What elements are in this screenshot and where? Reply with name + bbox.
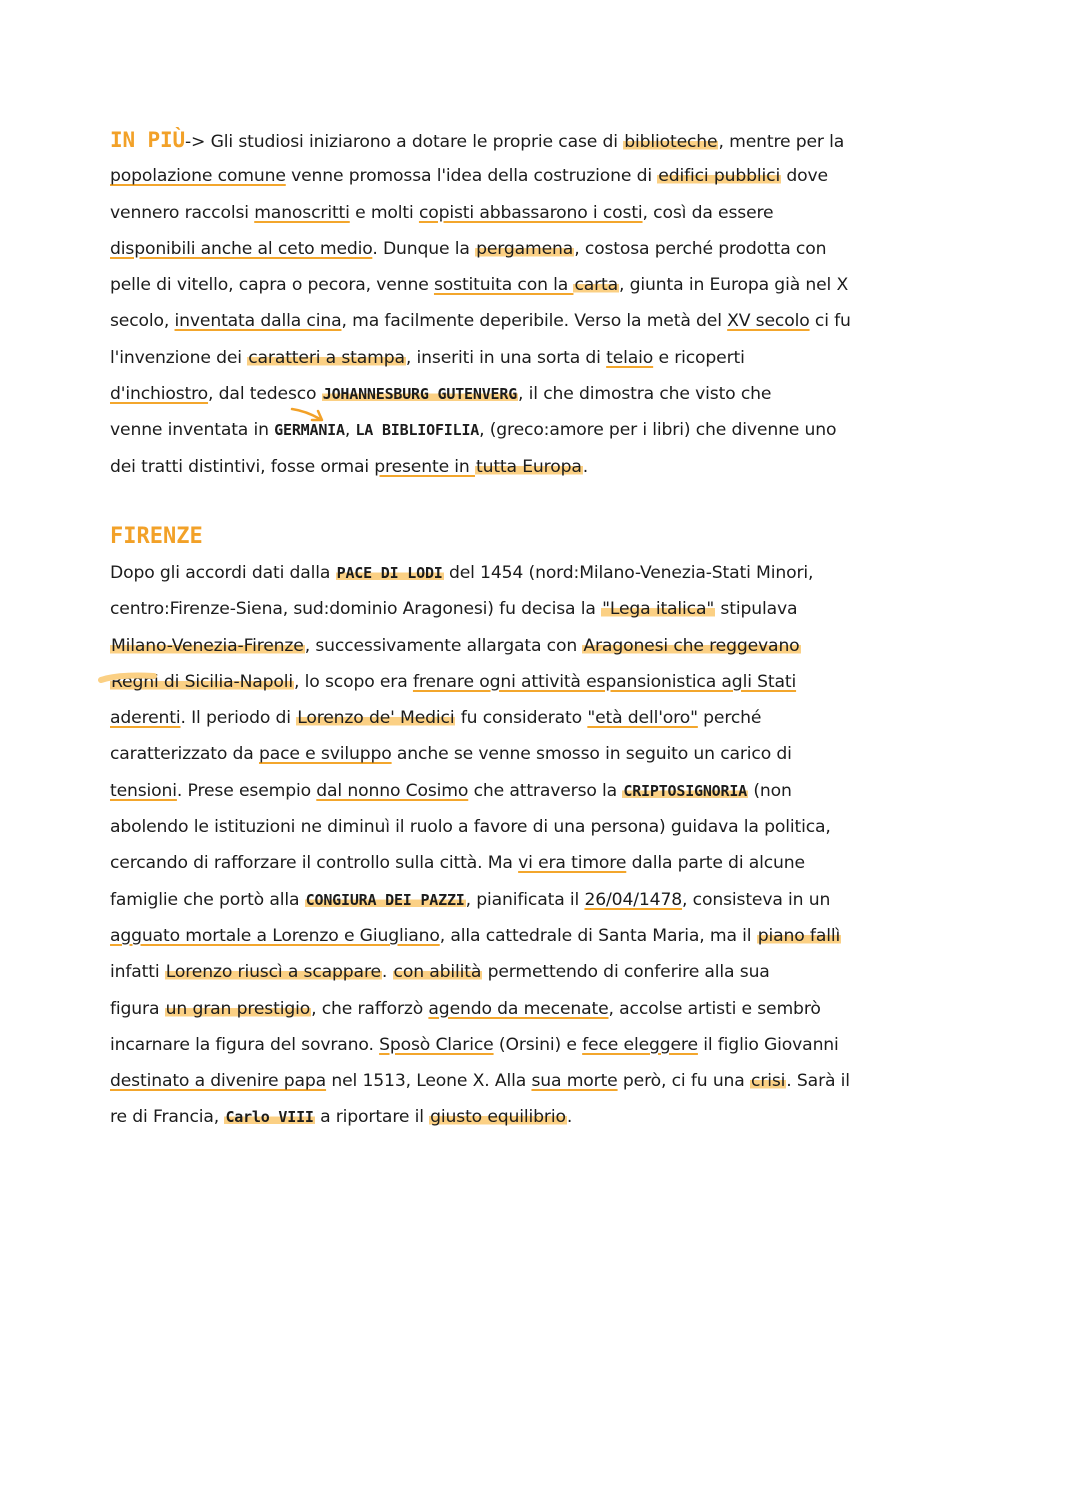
text-run: centro:Firenze-Siena, sud:dominio Aragonesi) fu decisa la [110,599,602,620]
marked-text: aderenti [110,708,181,729]
marked-text: telaio [606,347,654,368]
marked-text: con abilità [393,962,482,983]
text-run: , lo scopo era [294,671,413,692]
text-run: , accolse artisti e sembrò [608,998,821,1019]
text-run: -> Gli studiosi iniziarono a dotare le proprie case di [184,132,624,152]
text-run: (non [748,780,792,801]
marked-text: un gran prestigio [165,998,311,1019]
para-line [110,122,980,158]
marked-text: Milano-Venezia-Firenze [111,635,304,656]
text-run: secolo, [110,311,175,332]
marked-text: disponibili anche al ceto medio [110,238,373,259]
marked-text: PACE DI LODI [336,564,443,582]
para-line [110,195,980,231]
text-run: infatti [110,962,165,983]
para-line [110,340,980,376]
text-run: perché [697,708,762,729]
para-line [110,991,980,1027]
marked-text: edifici pubblici [658,166,781,187]
marked-text: inventata dalla cina [174,311,342,332]
marked-text: agendo da mecenate [428,998,609,1019]
text-run: , [344,420,356,441]
marked-text: GERMANIA [274,421,345,440]
text-run: . [582,456,589,477]
marked-text: manoscritti [254,202,350,223]
marked-text: popolazione comune [110,166,286,187]
section-firenze-text [110,555,980,1136]
text-run: , ma facilmente deperibile. Verso la metà del [341,311,728,332]
text-run: , (greco:amore per i libri) che divenne uno [479,420,837,441]
text-run: . Il periodo di [180,708,297,729]
text-run: . Sarà il [786,1071,850,1092]
marked-text: destinato a divenire papa [110,1071,327,1092]
text-run: , consisteva in un [682,889,831,910]
para-line [110,231,980,267]
para-line [110,555,980,591]
marked-text: Lorenzo de' Medici [297,708,455,729]
section-firenze [110,519,980,1136]
text-run: , dal tedesco [208,384,322,405]
text-run: , giunta in Europa già nel X [619,275,849,296]
text-run: stipulava [715,599,798,620]
text-run: però, ci fu una [617,1071,751,1092]
text-run: fu considerato [455,708,588,729]
text-run: permettendo di conferire alla sua [482,962,770,983]
marked-text: Sposò Clarice [379,1034,494,1055]
marked-text: presente in [374,456,475,477]
marked-text: carta [574,275,619,296]
text-run: abolendo le istituzioni ne diminuì il ruolo a favore di una persona) guidava la politica, [110,817,831,838]
marked-text: tutta Europa [476,456,582,477]
marked-text: CRIPTOSIGNORIA [623,781,748,800]
para-line [110,845,980,881]
text-run: . [381,962,393,983]
marked-text: crisi [751,1071,786,1092]
text-run: , il che dimostra che visto che [518,384,772,405]
para-line [110,664,980,700]
para-line [110,809,980,845]
marked-text: Aragonesi che reggevano [583,635,800,656]
marked-text: frenare ogni attività espansionistica agli Stati [412,671,797,692]
para-line [110,267,980,303]
marked-text: Regni di Sicilia-Napoli [111,671,294,692]
text-run: , costosa perché prodotta con [574,238,827,259]
text-run: , pianificata il [465,889,585,910]
swoosh-mark [98,671,158,685]
text-run: pelle di vitello, capra o pecora, venne [110,275,434,296]
text-run: figura [110,998,165,1019]
marked-text: vi era timore [518,853,627,874]
text-run: , alla cattedrale di Santa Maria, ma il [439,925,757,946]
para-line [110,1027,980,1063]
text-run: l'invenzione dei [110,347,248,368]
marked-text: 26/04/1478 [584,889,683,910]
marked-text: CONGIURA DEI PAZZI [305,890,465,909]
marked-text: "Lega italica" [602,599,715,620]
section-heading: IN PIÙ [110,128,185,152]
para-line [110,700,980,736]
marked-text: JOHANNESBURG GUTENVERG [322,385,518,404]
marked-text: copisti abbassarono i costi [418,202,643,223]
text-run: , così da essere [642,202,774,223]
para-line [110,736,980,772]
para-line [110,1099,980,1135]
text-run: venne promossa l'idea della costruzione di [285,166,658,187]
text-run: incarnare la figura del sovrano. [110,1034,380,1055]
text-run: dei tratti distintivi, fosse ormai [110,456,375,477]
marked-text: sua morte [531,1071,618,1092]
para-line [110,376,980,412]
para-line [110,412,980,448]
text-run: a riportare il [314,1107,430,1128]
text-run: . Prese esempio [176,780,317,801]
para-line [110,918,980,954]
marked-text: Lorenzo riuscì a scappare [165,962,381,983]
text-run: (Orsini) e [493,1034,583,1055]
text-run: vennero raccolsi [110,202,255,223]
text-run: cercando di rafforzare il controllo sulla città. Ma [110,853,519,874]
text-run: e ricoperti [653,347,745,368]
text-run: . Dunque la [372,238,476,259]
text-run: ci fu [809,311,851,332]
para-line [110,954,980,990]
marked-text: dal nonno Cosimo [316,780,469,801]
marked-text: XV secolo [727,311,810,332]
marked-text: piano fallì [757,925,841,946]
marked-text: LA BIBLIOFILIA [355,421,480,440]
para-line [110,882,980,918]
text-run: caratterizzato da [110,744,259,765]
text-run: famiglie che portò alla [110,889,305,910]
marked-text: giusto equilibrio [430,1107,566,1128]
para-line [110,303,980,339]
marked-text: pace e sviluppo [258,744,392,765]
text-run: , inseriti in una sorta di [405,347,607,368]
text-run: il figlio Giovanni [697,1034,839,1055]
text-run: Dopo gli accordi dati dalla [110,563,336,583]
text-run: che attraverso la [468,780,623,801]
text-run: re di Francia, [110,1107,225,1128]
para-line [110,1063,980,1099]
section-heading: FIRENZE [110,524,203,549]
marked-text: sostituita con la [433,275,574,296]
text-run: nel 1513, Leone X. Alla [326,1071,532,1092]
section-in-piu [110,122,980,485]
section-in-piu-text [110,122,980,485]
text-run: del 1454 (nord:Milano-Venezia-Stati Minori, [443,563,814,583]
text-run: , mentre per la [718,132,845,152]
para-line [110,158,980,194]
text-run: . [566,1107,573,1128]
marked-text: pergamena [476,238,574,259]
marked-text: d'inchiostro [110,384,209,405]
marked-text: tensioni [110,780,177,801]
text-run: , che rafforzò [311,998,429,1019]
marked-text: fece eleggere [582,1034,698,1055]
para-line [110,773,980,809]
text-run: , successivamente allargata con [304,635,583,656]
text-run: dove [781,166,828,187]
para-line [110,591,980,627]
arrow-icon [290,405,330,425]
para-line [110,449,980,485]
text-run: anche se venne smosso in seguito un carico di [391,744,792,765]
text-run: dalla parte di alcune [626,853,805,874]
marked-text: caratteri a stampa [248,347,405,368]
marked-text: "età dell'oro" [587,708,698,729]
marked-text: Carlo VIII [225,1108,314,1127]
para-line [110,628,980,664]
text-run: e molti [349,202,419,223]
text-run: venne inventata in [110,420,275,441]
marked-text: biblioteche [624,132,718,152]
marked-text: agguato mortale a Lorenzo e Giugliano [110,925,440,946]
